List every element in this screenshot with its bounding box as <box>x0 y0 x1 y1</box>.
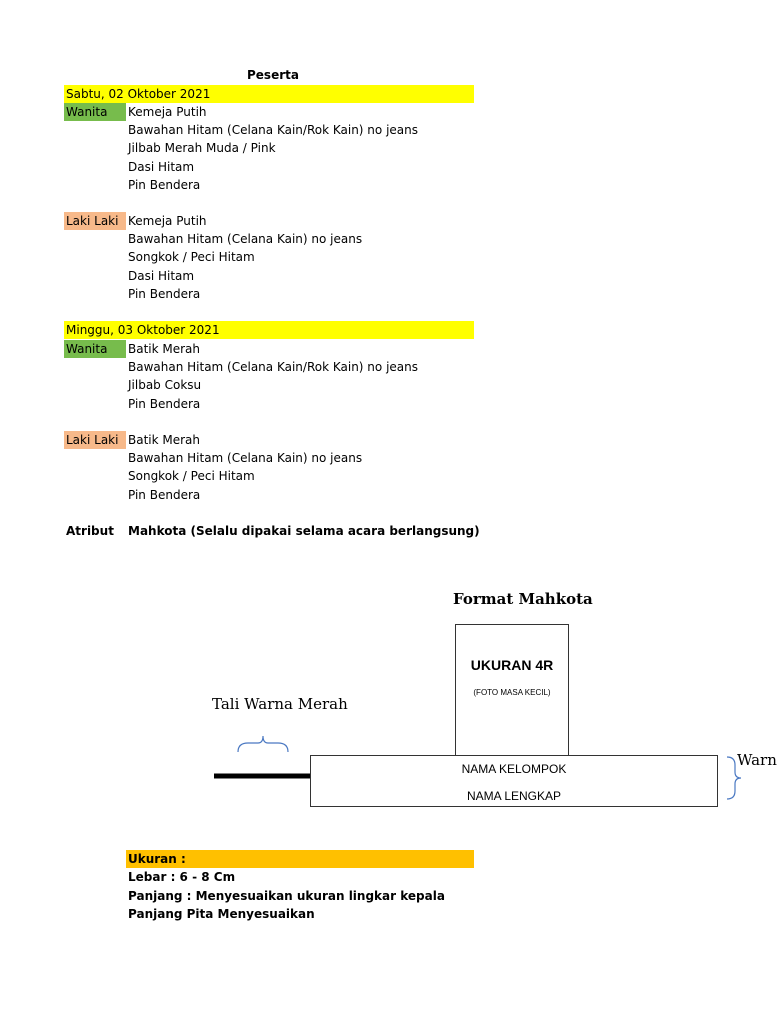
list-item: Pin Bendera <box>128 397 201 411</box>
day-1-date: Sabtu, 02 Oktober 2021 <box>66 87 211 101</box>
list-item: Kemeja Putih <box>128 214 207 228</box>
list-item: Jilbab Merah Muda / Pink <box>128 141 276 155</box>
band-full-name: NAMA LENGKAP <box>466 789 562 803</box>
list-item: Dasi Hitam <box>128 269 195 283</box>
group-label: Wanita <box>66 342 108 356</box>
list-item: Bawahan Hitam (Celana Kain) no jeans <box>128 451 363 465</box>
list-item: Batik Merah <box>128 342 201 356</box>
list-item: Batik Merah <box>128 433 201 447</box>
ukuran-title: Ukuran : <box>128 852 186 866</box>
day-2-date: Minggu, 03 Oktober 2021 <box>66 323 220 337</box>
list-item: Bawahan Hitam (Celana Kain/Rok Kain) no jeans <box>128 123 418 137</box>
band-side-label: Warn <box>737 751 777 769</box>
photo-size-label: UKURAN 4R <box>470 657 554 673</box>
page-title: Peserta <box>247 68 299 82</box>
rope-label: Tali Warna Merah <box>212 695 348 713</box>
atribut-label: Atribut <box>66 524 114 538</box>
group-label: Laki Laki <box>66 214 119 228</box>
list-item: Songkok / Peci Hitam <box>128 469 255 483</box>
list-item: Pin Bendera <box>128 178 201 192</box>
rope-bracket <box>238 736 288 752</box>
list-item: Pin Bendera <box>128 488 201 502</box>
list-item: Bawahan Hitam (Celana Kain) no jeans <box>128 232 363 246</box>
band-group-name: NAMA KELOMPOK <box>461 762 567 776</box>
ukuran-header <box>126 850 474 868</box>
list-item: Jilbab Coksu <box>128 378 202 392</box>
list-item: Bawahan Hitam (Celana Kain/Rok Kain) no jeans <box>128 360 418 374</box>
ukuran-line: Panjang Pita Menyesuaikan <box>128 907 315 921</box>
ukuran-line: Panjang : Menyesuaikan ukuran lingkar kepala <box>128 889 445 903</box>
group-label: Wanita <box>66 105 108 119</box>
group-label: Laki Laki <box>66 433 119 447</box>
list-item: Dasi Hitam <box>128 160 195 174</box>
diagram-title: Format Mahkota <box>453 590 593 608</box>
photo-subtitle: (FOTO MASA KECIL) <box>473 688 551 697</box>
list-item: Pin Bendera <box>128 287 201 301</box>
atribut-value: Mahkota (Selalu dipakai selama acara berlangsung) <box>128 524 480 538</box>
list-item: Songkok / Peci Hitam <box>128 250 255 264</box>
list-item: Kemeja Putih <box>128 105 207 119</box>
ukuran-line: Lebar : 6 - 8 Cm <box>128 870 236 884</box>
